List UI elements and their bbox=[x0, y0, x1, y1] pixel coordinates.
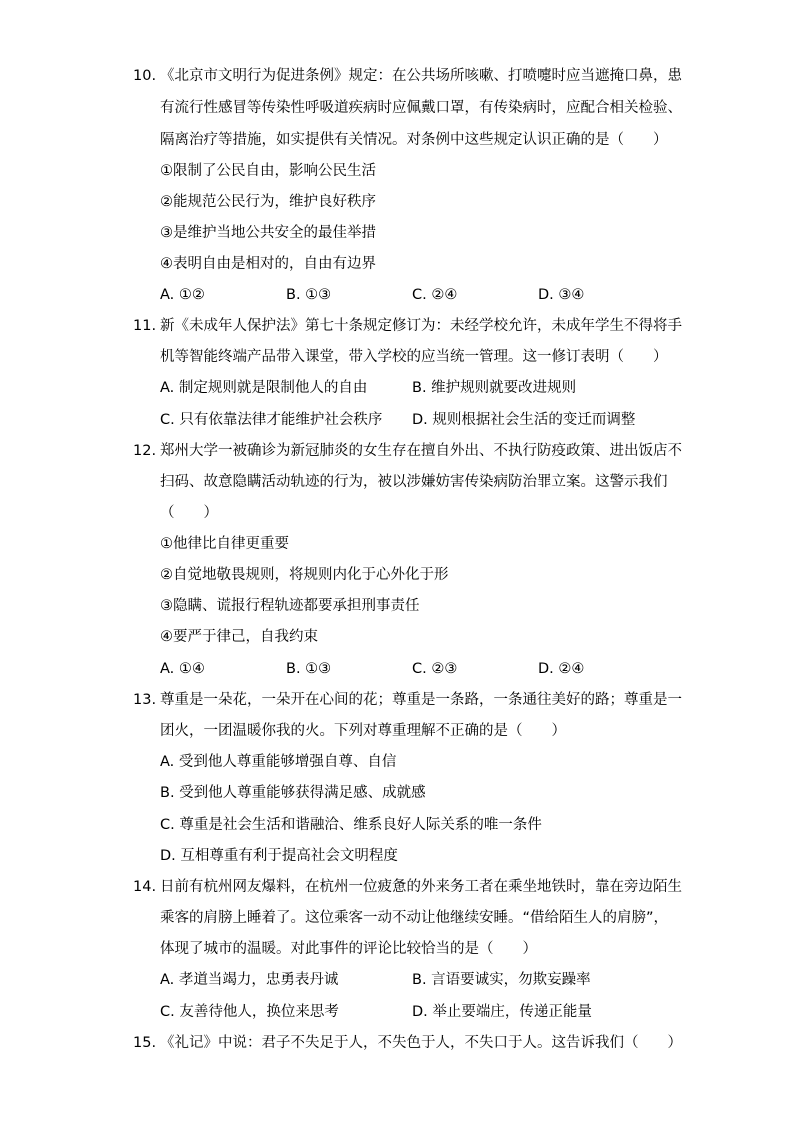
option-c[interactable]: C. 只有依靠法律才能维护社会秩序 bbox=[160, 412, 383, 428]
option-d[interactable]: D. 举止要端庄，传递正能量 bbox=[412, 1004, 592, 1020]
option-d[interactable]: D. ③④ bbox=[538, 287, 585, 303]
option-d[interactable]: D. 规则根据社会生活的变迁而调整 bbox=[412, 412, 636, 428]
option-b[interactable]: B. 受到他人尊重能够获得满足感、成就感 bbox=[160, 785, 426, 801]
question-stem-line: （ ） bbox=[160, 505, 218, 521]
question-stem-line: 尊重是一朵花，一朵开在心间的花；尊重是一条路，一条通往美好的路；尊重是一 bbox=[160, 692, 682, 708]
question-number: 13. bbox=[133, 692, 157, 708]
option-b[interactable]: B. 言语要诚实，勿欺妄躁率 bbox=[412, 972, 591, 988]
option-b[interactable]: B. ①③ bbox=[286, 661, 332, 677]
option-b[interactable]: B. ①③ bbox=[286, 287, 332, 303]
question-number: 15. bbox=[133, 1035, 157, 1051]
question-stem-line: 体现了城市的温暖。对此事件的评论比较恰当的是（ ） bbox=[160, 941, 537, 957]
option-a[interactable]: A. ①④ bbox=[160, 661, 205, 677]
question-stem-line: 隔离治疗等措施，如实提供有关情况。对条例中这些规定认识正确的是（ ） bbox=[160, 132, 668, 148]
question-number: 11. bbox=[133, 318, 157, 334]
option-a[interactable]: A. 制定规则就是限制他人的自由 bbox=[160, 380, 368, 396]
question-stem-line: 日前有杭州网友爆料，在杭州一位疲惫的外来务工者在乘坐地铁时，靠在旁边陌生 bbox=[160, 879, 682, 895]
question-stem-line: 有流行性感冒等传染性呼吸道疾病时应佩戴口罩，有传染病时，应配合相关检验、 bbox=[160, 100, 682, 116]
option-c[interactable]: C. 尊重是社会生活和谐融洽、维系良好人际关系的唯一条件 bbox=[160, 817, 542, 833]
question-number: 14. bbox=[133, 879, 157, 895]
statement-3: ③是维护当地公共安全的最佳举措 bbox=[160, 225, 376, 241]
statement-3: ③隐瞒、谎报行程轨迹都要承担刑事责任 bbox=[160, 598, 420, 614]
question-stem-line: 《北京市文明行为促进条例》规定：在公共场所咳嗽、打喷嚏时应当遮掩口鼻，患 bbox=[160, 68, 682, 84]
statement-2: ②能规范公民行为，维护良好秩序 bbox=[160, 194, 376, 210]
statement-4: ④要严于律己，自我约束 bbox=[160, 629, 318, 645]
statement-1: ①限制了公民自由，影响公民生活 bbox=[160, 163, 376, 179]
statement-2: ②自觉地敬畏规则，将规则内化于心外化于形 bbox=[160, 567, 449, 583]
option-c[interactable]: C. ②③ bbox=[412, 661, 458, 677]
question-stem-line: 乘客的肩膀上睡着了。这位乘客一动不动让他继续安睡。“借给陌生人的肩膀”， bbox=[160, 910, 669, 926]
question-stem-line: 《礼记》中说：君子不失足于人，不失色于人，不失口于人。这告诉我们（ ） bbox=[160, 1035, 682, 1051]
option-c[interactable]: C. ②④ bbox=[412, 287, 458, 303]
statement-1: ①他律比自律更重要 bbox=[160, 536, 289, 552]
option-a[interactable]: A. 孝道当竭力，忠勇表丹诚 bbox=[160, 972, 339, 988]
option-c[interactable]: C. 友善待他人，换位来思考 bbox=[160, 1004, 339, 1020]
question-number: 12. bbox=[133, 443, 157, 459]
question-stem-line: 扫码、故意隐瞒活动轨迹的行为，被以涉嫌妨害传染病防治罪立案。这警示我们 bbox=[160, 474, 668, 490]
option-a[interactable]: A. 受到他人尊重能够增强自尊、自信 bbox=[160, 754, 397, 770]
option-d[interactable]: D. 互相尊重有利于提高社会文明程度 bbox=[160, 848, 398, 864]
option-d[interactable]: D. ②④ bbox=[538, 661, 585, 677]
question-stem-line: 郑州大学一被确诊为新冠肺炎的女生存在擅自外出、不执行防疫政策、进出饭店不 bbox=[160, 443, 682, 459]
option-b[interactable]: B. 维护规则就要改进规则 bbox=[412, 380, 577, 396]
statement-4: ④表明自由是相对的，自由有边界 bbox=[160, 256, 376, 272]
question-stem-line: 团火，一团温暖你我的火。下列对尊重理解不正确的是（ ） bbox=[160, 723, 566, 739]
option-a[interactable]: A. ①② bbox=[160, 287, 205, 303]
question-number: 10. bbox=[133, 68, 157, 84]
question-stem-line: 新《未成年人保护法》第七十条规定修订为：未经学校允许，未成年学生不得将手 bbox=[160, 318, 682, 334]
question-stem-line: 机等智能终端产品带入课堂，带入学校的应当统一管理。这一修订表明（ ） bbox=[160, 349, 668, 365]
